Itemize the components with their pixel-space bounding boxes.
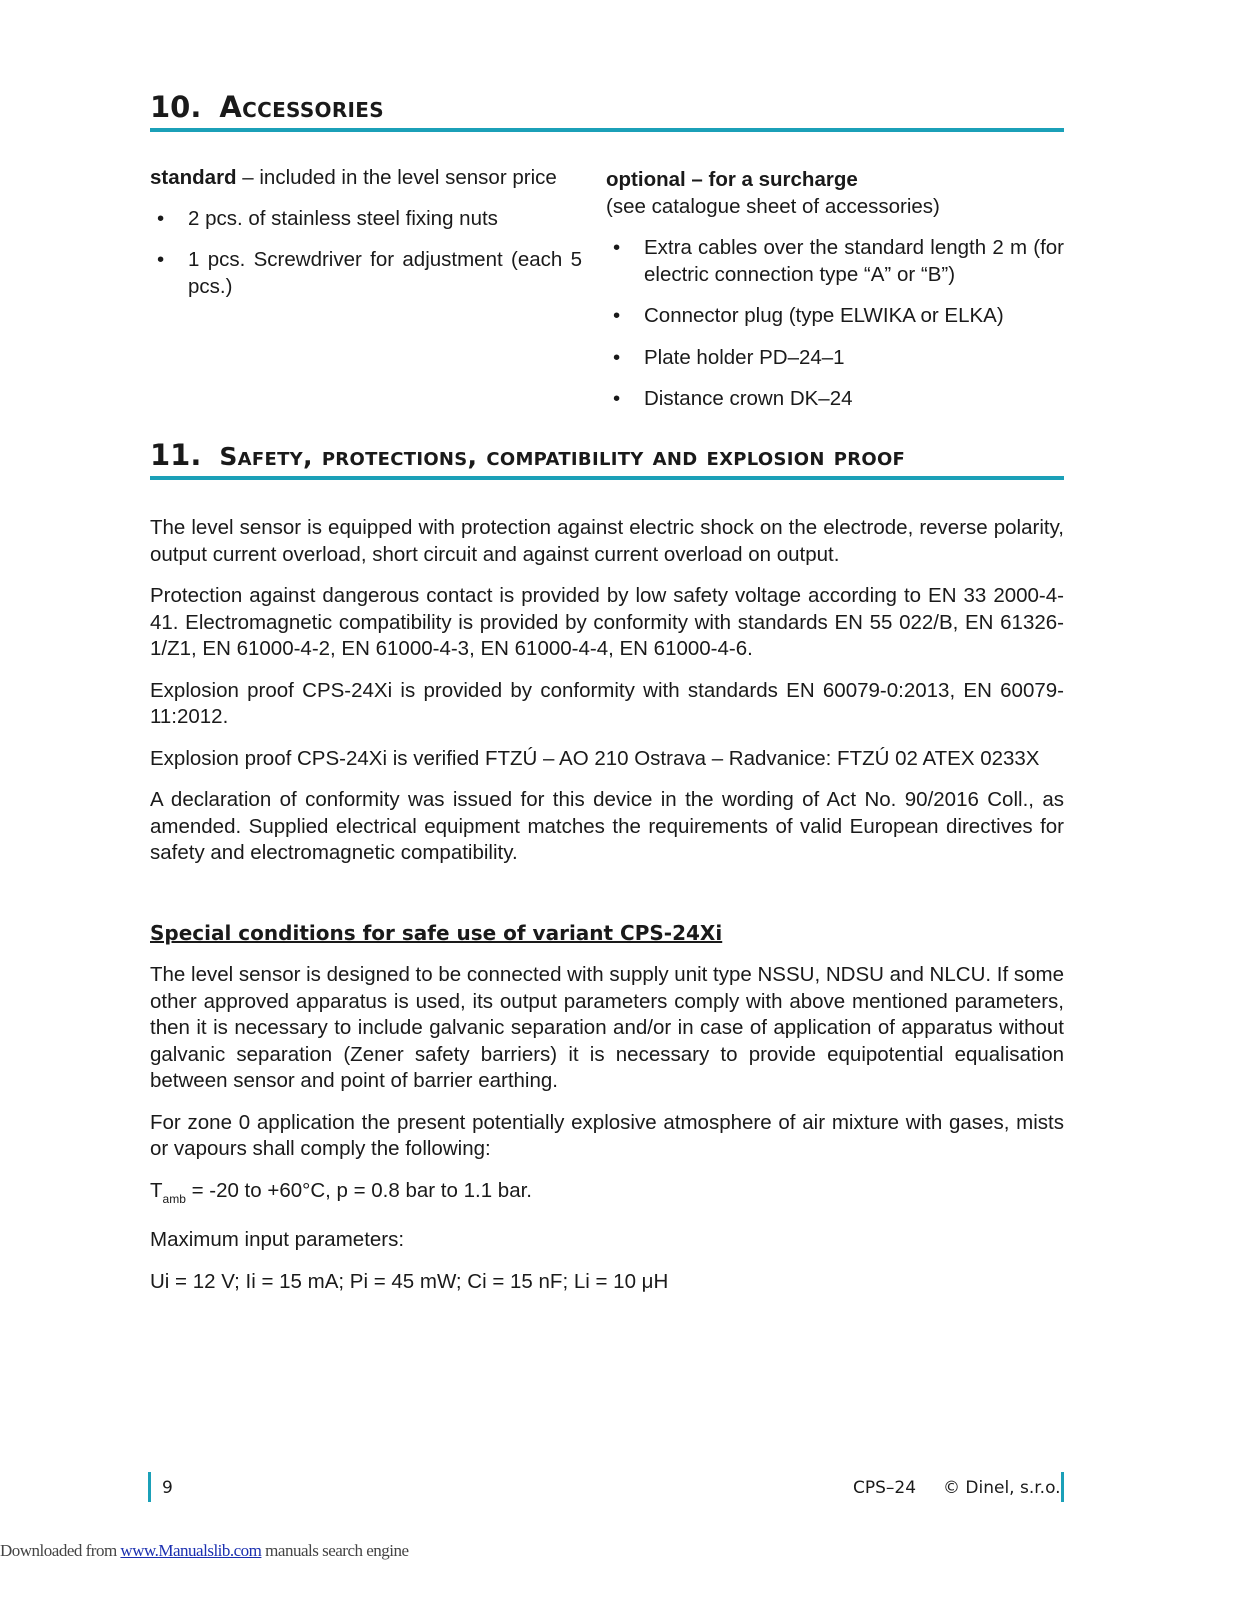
section-title: Accessories <box>219 90 384 124</box>
paragraph: For zone 0 application the present potentially explosive atmosphere of air mixture with gases, mists or vapours shall comply the following: <box>150 1110 1064 1160</box>
optional-accessories <box>606 167 1064 428</box>
bullet-icon: • <box>157 206 165 230</box>
download-suffix: manuals search engine <box>261 1541 409 1560</box>
list-item <box>606 235 1064 288</box>
paragraph: Explosion proof CPS-24Xi is provided by conformity with standards EN 60079-0:2013, EN 60079-11:2012. <box>150 678 1064 728</box>
list-item <box>606 345 1064 372</box>
footer-bar-right <box>1061 1472 1064 1502</box>
bullet-icon: • <box>613 345 621 369</box>
list-item-text: 2 pcs. of stainless steel fixing nuts <box>188 206 498 230</box>
special-conditions-body <box>150 962 1064 1310</box>
paragraph: Protection against dangerous contact is provided by low safety voltage according to EN 33 2000-4-41. Electromagnetic compatibility is provided by conformity with standards EN 55 022/B, EN 61326-1/Z1, EN 61000-4-2, EN 61000-4-3, EN 61000-4-4, EN 61000-4-6. <box>150 584 1064 660</box>
list-item-text: Distance crown DK–24 <box>644 387 853 410</box>
list-item <box>150 206 582 233</box>
bullet-icon: • <box>613 387 621 410</box>
manualslib-link[interactable]: www.Manualslib.com <box>120 1541 262 1560</box>
max-input-values: Ui = 12 V; Ii = 15 mA; Pi = 45 mW; Ci = 15 nF; Li = 10 μH <box>150 1269 669 1293</box>
optional-label: optional – for a surcharge <box>606 168 858 191</box>
list-item-text: Plate holder PD–24–1 <box>644 345 845 369</box>
standard-intro <box>150 165 582 192</box>
list-item-text: 1 pcs. Screwdriver for adjustment (each 5 pcs.) <box>188 248 582 298</box>
section-number: 10. <box>150 90 202 124</box>
section-11-body <box>150 515 1064 882</box>
optional-note: (see catalogue sheet of accessories) <box>606 194 940 218</box>
optional-list <box>606 235 1064 413</box>
document-name: CPS–24 <box>853 1478 917 1498</box>
paragraph: The level sensor is designed to be connected with supply unit type NSSU, NDSU and NLCU. If some other approved apparatus is used, its output parameters comply with above mentioned parameters, then it is necessary to include galvanic separation and/or in case of application of apparatus without galvanic separation (Zener safety barriers) it is necessary to provide equipotential equalisation between sensor and point of barrier earthing. <box>150 963 1064 1092</box>
tamb-subscript: amb <box>162 1191 186 1206</box>
bullet-icon: • <box>613 304 621 327</box>
tamb-symbol: T <box>150 1178 163 1202</box>
section-title: Safety, protections, compatibility and explosion proof <box>219 442 906 471</box>
special-conditions-heading: Special conditions for safe use of variant CPS-24Xi <box>150 921 723 945</box>
standard-label: standard <box>150 166 237 189</box>
standard-list <box>150 206 582 301</box>
section-10-heading <box>150 90 1064 132</box>
tamb-values: = -20 to +60°C, p = 0.8 bar to 1.1 bar. <box>185 1178 532 1202</box>
ambient-conditions <box>150 1178 1064 1213</box>
bullet-icon: • <box>157 248 165 271</box>
list-item-text: Connector plug (type ELWIKA or ELKA) <box>644 304 1004 327</box>
download-prefix: Downloaded from <box>0 1541 121 1560</box>
standard-label-rest: – included in the level sensor price <box>236 166 557 189</box>
paragraph: Explosion proof CPS-24Xi is verified FTZÚ – AO 210 Ostrava – Radvanice: FTZÚ 02 ATEX 0233X <box>150 746 1040 770</box>
paragraph: A declaration of conformity was issued for this device in the wording of Act No. 90/2016 Coll., as amended. Supplied electrical equipment matches the requirements of valid European directives for safety and electromagnetic compatibility. <box>150 788 1064 864</box>
section-11-heading <box>150 438 1064 480</box>
download-notice <box>0 1541 409 1561</box>
bullet-icon: • <box>613 236 621 259</box>
standard-accessories <box>150 165 582 315</box>
paragraph: The level sensor is equipped with protection against electric shock on the electrode, reverse polarity, output current overload, short circuit and against current overload on output. <box>150 516 1064 566</box>
list-item <box>606 303 1064 330</box>
list-item <box>606 386 1064 413</box>
section-number: 11. <box>150 438 202 472</box>
footer-bar-left <box>148 1472 151 1502</box>
list-item-text: Extra cables over the standard length 2 m (for electric connection type “A” or “B”) <box>644 236 1064 286</box>
max-input-label: Maximum input parameters: <box>150 1228 405 1251</box>
list-item <box>150 247 582 300</box>
copyright: © Dinel, s.r.o. <box>943 1478 1061 1498</box>
page-number: 9 <box>162 1478 173 1498</box>
